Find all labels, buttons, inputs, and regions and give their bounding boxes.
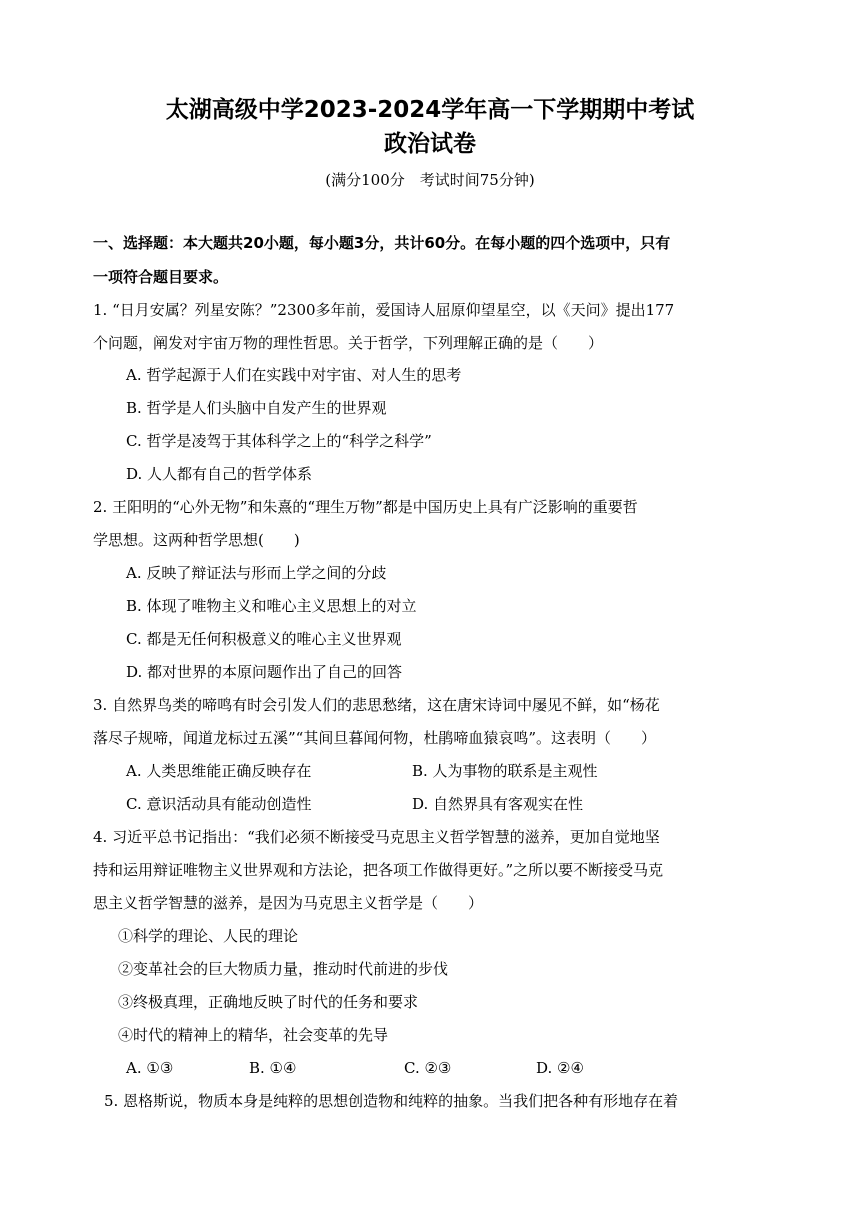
answer-option: A. 人类思维能正确反映存在 [126, 762, 312, 780]
answer-option: D. 自然界具有客观实在性 [412, 795, 584, 813]
question-stem: 4. 习近平总书记指出：“我们必须不断接受马克思主义哲学智慧的滋养，更加自觉地坚 [93, 828, 660, 846]
question-stem: 2. 王阳明的“心外无物”和朱熹的“理生万物”都是中国历史上具有广泛影响的重要哲 [93, 498, 638, 516]
answer-option: C. 哲学是凌驾于其体科学之上的“科学之科学” [126, 432, 432, 450]
section-heading: 一、选择题：本大题共20小题，每小题3分，共计60分。在每小题的四个选项中，只有 [93, 234, 671, 252]
question-stem: 思主义哲学智慧的滋养，是因为马克思主义哲学是（ ） [93, 894, 484, 912]
answer-option: C. 意识活动具有能动创造性 [126, 795, 312, 813]
answer-option: D. 人人都有自己的哲学体系 [126, 465, 313, 483]
section-heading: 一项符合题目要求。 [93, 268, 229, 286]
answer-option: A. ①③ [126, 1059, 174, 1077]
answer-option: A. 反映了辩证法与形而上学之间的分歧 [126, 564, 387, 582]
question-stem: 个问题，阐发对宇宙万物的理性哲思。关于哲学，下列理解正确的是（ ） [93, 334, 604, 352]
exam-info: (满分100分 考试时间75分钟) [325, 171, 535, 189]
answer-option: C. 都是无任何积极意义的唯心主义世界观 [126, 630, 402, 648]
question-stem: 3. 自然界鸟类的啼鸣有时会引发人们的悲思愁绪，这在唐宋诗词中屡见不鲜，如“杨花 [93, 696, 660, 714]
answer-option: D. 都对世界的本原问题作出了自己的回答 [126, 663, 403, 681]
answer-option: C. ②③ [404, 1059, 452, 1077]
numbered-statement: ④时代的精神上的精华，社会变革的先导 [118, 1026, 389, 1044]
answer-option: A. 哲学起源于人们在实践中对宇宙、对人生的思考 [126, 366, 462, 384]
question-stem: 持和运用辩证唯物主义世界观和方法论，把各项工作做得更好。”之所以要不断接受马克 [93, 861, 664, 879]
question-stem: 5. 恩格斯说，物质本身是纯粹的思想创造物和纯粹的抽象。当我们把各种有形地存在着 [104, 1092, 679, 1110]
answer-option: D. ②④ [536, 1059, 584, 1077]
answer-option: B. ①④ [249, 1059, 297, 1077]
numbered-statement: ①科学的理论、人民的理论 [118, 927, 299, 945]
numbered-statement: ③终极真理，正确地反映了时代的任务和要求 [118, 993, 419, 1011]
question-stem: 1. “日月安属？列星安陈？”2300多年前，爱国诗人屈原仰望星空，以《天问》提出177 [93, 301, 675, 319]
exam-subject-title: 政治试卷 [384, 131, 476, 157]
question-stem: 学思想。这两种哲学思想( ) [93, 531, 300, 549]
answer-option: B. 人为事物的联系是主观性 [412, 762, 598, 780]
answer-option: B. 体现了唯物主义和唯心主义思想上的对立 [126, 597, 417, 615]
question-stem: 落尽子规啼，闻道龙标过五溪”“其间旦暮闻何物，杜鹃啼血猿哀鸣”。这表明（ ） [93, 729, 657, 747]
answer-option: B. 哲学是人们头脑中自发产生的世界观 [126, 399, 387, 417]
numbered-statement: ②变革社会的巨大物质力量，推动时代前进的步伐 [118, 960, 449, 978]
exam-title: 太湖高级中学2023-2024学年高一下学期期中考试 [165, 97, 695, 123]
